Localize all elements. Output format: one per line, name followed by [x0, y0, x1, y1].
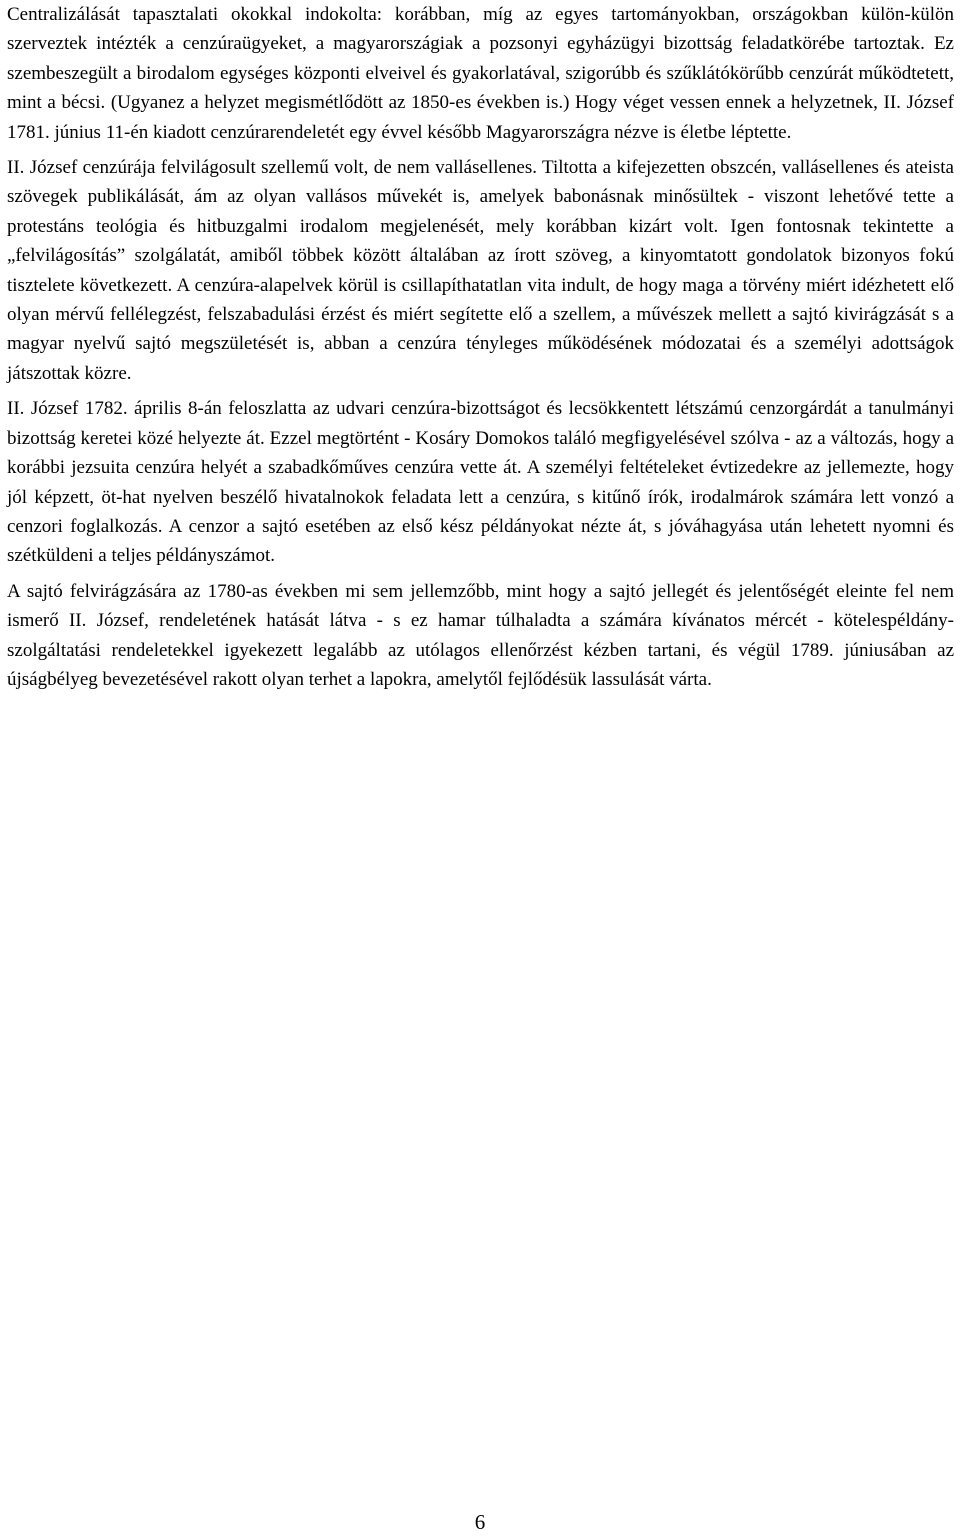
paragraph-4: A sajtó felvirágzására az 1780-as években mi sem jellemzőbb, mint hogy a sajtó jellegét és jelentőségét eleinte fel nem ismerő II. József, rendeletének hatását látva - s ez hamar túlhaladta a számára kívánatos mércét - kötelespéldány-szolgáltatási rendeletekkel igyekezett legalább az utólagos ellenőrzést kézben tartani, és végül 1789. júniusában az újságbélyeg bevezetésével rakott olyan terhet a lapokra, amelytől fejlődésük lassulását várta. [7, 580, 954, 690]
document-body [7, 0, 954, 694]
paragraph-2: II. József cenzúrája felvilágosult szellemű volt, de nem vallásellenes. Tiltotta a kifejezetten obszcén, vallásellenes és ateista szövegek publikálását, ám az olyan vallásos művekét is, amelyek babonásnak minősültek - viszont lehetővé tette a protestáns teológia és hitbuzgalmi irodalom megjelenését, mely korábban kizárt volt. Igen fontosnak tekintette a „felvilágosítás” szolgálatát, amiből többek között általában az írott szöveg, a kinyomtatott gondolatok bizonyos fokú tisztelete következett. A cenzúra-alapelvek körül is csillapíthatatlan vita indult, de hogy maga a törvény miért idézhetett elő olyan mérvű fellélegzést, felszabadulási érzést és miért segítette elő a szellem, a művészek mellett a sajtó kivirágzását s a magyar nyelvű sajtó megszületését is, abban a cenzúra tényleges működésének módozatai és a személyi adottságok játszottak közre. [7, 157, 954, 384]
page-number: 6 [474, 1510, 486, 1534]
paragraph-3: II. József 1782. április 8-án feloszlatta az udvari cenzúra-bizottságot és lecsökkentett létszámú cenzorgárdát a tanulmányi bizottság keretei közé helyezte át. Ezzel megtörtént - Kosáry Domokos találó megfigyelésével szólva - az a változás, hogy a korábbi jezsuita cenzúra helyét a szabadkőműves cenzúra vette át. A személyi feltételeket évtizedekre az jellemezte, hogy jól képzett, öt-hat nyelven beszélő hivatalnokok feladata lett a cenzúra, s kitűnő írók, irodalmárok számára lett vonzó a cenzori foglalkozás. A cenzor a sajtó esetében az első kész példányokat nézte át, s jóváhagyása után lehetett nyomni és szétküldeni a teljes példányszámot. [7, 398, 954, 567]
paragraph-1: Centralizálását tapasztalati okokkal indokolta: korábban, míg az egyes tartományokban, országokban külön-külön szerveztek intézték a cenzúraügyeket, a magyarországiak a pozsonyi egyházügyi bizottság feladatkörébe tartoztak. Ez szembeszegült a birodalom egységes központi elveivel és gyakorlatával, szigorúbb és szűklátókörűbb cenzúrát működtetett, mint a bécsi. (Ugyanez a helyzet megismétlődött az 1850-es években is.) Hogy véget vessen ennek a helyzetnek, II. József 1781. június 11-én kiadott cenzúrarendeletét egy évvel később Magyarországra nézve is életbe léptette. [7, 4, 954, 143]
